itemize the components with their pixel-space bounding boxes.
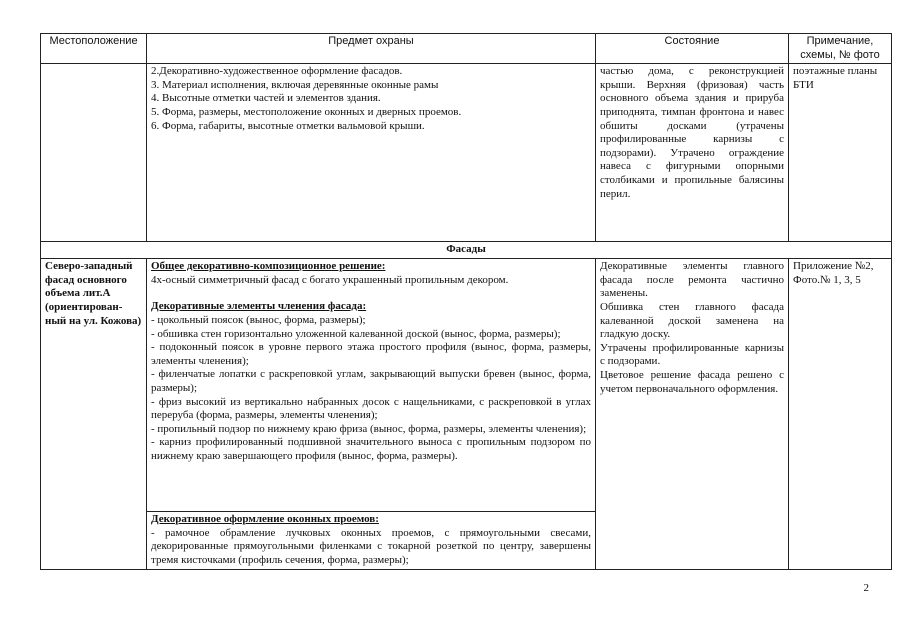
header-state: Состояние: [596, 34, 789, 64]
row2-item: - цокольный поясок (вынос, форма, размеры);: [151, 313, 366, 326]
header-notes-line2: схемы, № фото: [800, 48, 880, 61]
protection-table: [40, 33, 892, 570]
row2-intro: 4х-осный симметричный фасад с богато украшенный пропильным декором.: [151, 273, 509, 286]
row2-item: - карниз профилированный подшивной значительного выноса с пропильным подзором по нижнему краю завершающего профиля (вынос, форма, размеры).: [151, 436, 591, 462]
row2-item: - пропильный подзор по нижнему краю фриза (вынос, форма, размеры, элементы членения);: [151, 422, 587, 435]
row2-state-paragraph: Цветовое решение фасада решено с учетом первоначального оформления.: [600, 368, 784, 395]
row2-item: - подоконный поясок в уровне первого этажа простого профиля (вынос, форма, размеры, элементы членения);: [151, 341, 591, 367]
row1-subject: [147, 64, 596, 242]
row2-state-paragraph: Обшивка стен главного фасада калеванной доской заменена на гладкую доску.: [600, 300, 784, 341]
header-subject: Предмет охраны: [147, 34, 596, 64]
spacer: [151, 287, 591, 300]
row1-subject-line: 6. Форма, габариты, высотные отметки вальмовой крыши.: [151, 119, 425, 132]
table-header-row: [41, 34, 892, 64]
row1-subject-line: 3. Материал исполнения, включая деревянные оконные рамы: [151, 78, 439, 91]
header-location: Местоположение: [41, 34, 147, 64]
section-row: [41, 242, 892, 259]
row2-item: - обшивка стен горизонтально уложенной калеванной доской (вынос, форма, размеры);: [151, 327, 561, 340]
header-notes-line1: Примечание,: [806, 35, 874, 47]
section-title: Фасады: [41, 242, 892, 259]
row2-state-paragraph: Утрачены профилированные карнизы с подзорами.: [600, 341, 784, 368]
row2-subject: [147, 259, 596, 512]
row3-subject: [147, 512, 596, 569]
row2-heading2: Декоративные элементы членения фасада:: [151, 300, 367, 313]
page-number: 2: [863, 582, 869, 594]
row2-item: - фриз высокий из вертикально набранных досок с нащельниками, с раскреповкой в углах переруба (форма, размеры, элементы членения);: [151, 395, 591, 422]
row2-notes: Приложение №2, Фото.№ 1, 3, 5: [789, 259, 892, 569]
table-row: [41, 259, 892, 512]
row2-heading1: Общее декоративно-композиционное решение:: [151, 260, 386, 273]
row1-subject-line: 2.Декоративно-художественное оформление фасадов.: [151, 65, 403, 78]
row3-text: - рамочное обрамление лучковых оконных проемов, с прямоугольными свесами, декорированные прямоугольными филенками с токарной розеткой по центру, завершены тремя кисточками (профиль сечения, форма, размеры);: [151, 526, 591, 566]
row1-notes: поэтажные планы БТИ: [789, 64, 892, 242]
table-row: [41, 64, 892, 242]
row2-state-paragraph: Декоративные элементы главного фасада после ремонта частично заменены.: [600, 260, 784, 300]
row2-item: - филенчатые лопатки с раскреповкой углам, закрывающий выпуски бревен (вынос, форма, размеры);: [151, 368, 591, 394]
row2-location: Северо-западный фасад основного объема лит.А (ориентирован-ный на ул. Кожова): [41, 259, 147, 569]
row3-heading: Декоративное оформление оконных проемов:: [151, 513, 379, 526]
row1-location: [41, 64, 147, 242]
row2-state: [596, 259, 789, 569]
row1-state: частью дома, с реконструкцией крыши. Верхняя (фризовая) часть основного объема здания и прируба приподнята, тимпан фронтона и навес обшиты досками (утрачены профилированные карнизы с подзорами). Утрачено ограждение навеса с фигурными опорными столбиками и пропильные балясины перил.: [596, 64, 789, 242]
row1-subject-line: 5. Форма, размеры, местоположение оконных и дверных проемов.: [151, 105, 462, 118]
row1-subject-line: 4. Высотные отметки частей и элементов здания.: [151, 92, 381, 105]
header-notes: [789, 34, 892, 64]
